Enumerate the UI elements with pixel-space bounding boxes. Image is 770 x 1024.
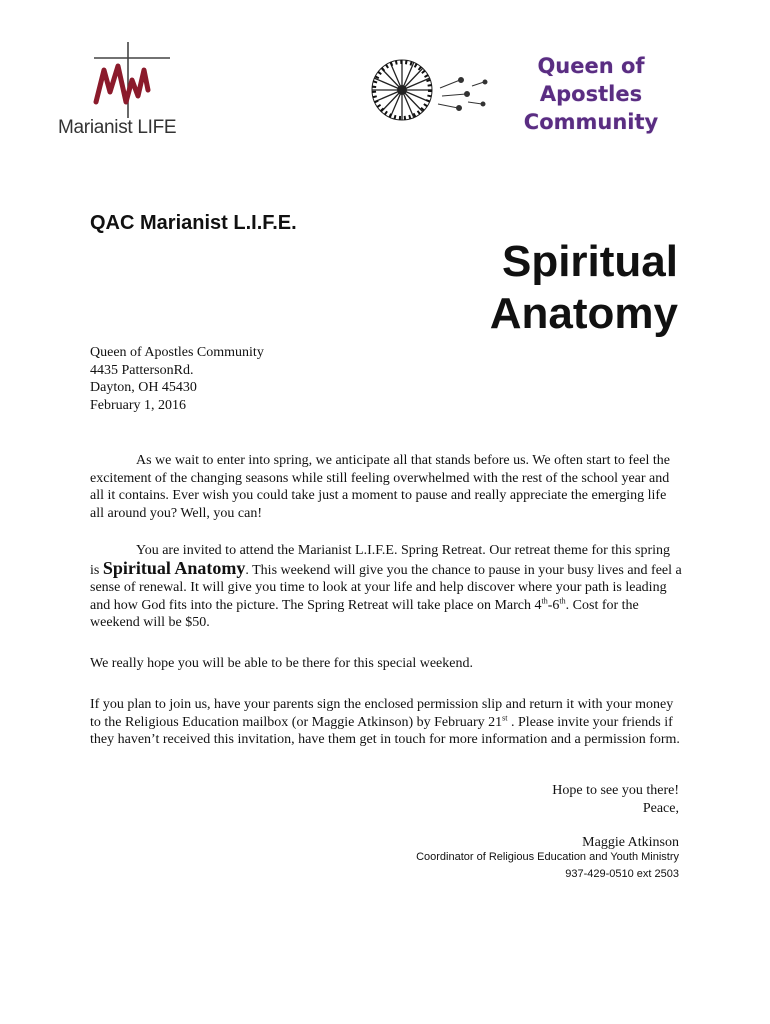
invitation-sup-2: th [559, 595, 566, 605]
instructions-sup: st [502, 712, 508, 722]
queen-of-apostles-logo [368, 50, 698, 140]
marianist-m-cross-icon [86, 40, 176, 120]
retreat-theme-inline: Spiritual Anatomy [102, 557, 246, 578]
invitation-text-d: . Cost for the weekend will be $50. [90, 597, 639, 630]
paragraph-invitation [90, 542, 682, 632]
marianist-life-text: Marianist LIFE [58, 117, 177, 138]
invitation-sup-1: th [541, 595, 548, 605]
paragraph-hope: We really hope you will be able to be there for this special weekend. [90, 656, 473, 671]
instructions-text-b: . Please invite your friends if they haven’t received this invitation, have them get in touch for more information and a permission form. [90, 714, 680, 747]
closing-line: Hope to see you there! [552, 783, 679, 798]
instructions-text-a: If you plan to join us, have your parents sign the enclosed permission slip and return it with your money to the Religious Education mailbox (or Maggie Atkinson) by February 21 [90, 697, 674, 730]
retreat-title-line2: Anatomy [489, 289, 678, 338]
address-line3: Dayton, OH 45430 [90, 380, 197, 395]
retreat-title [490, 236, 678, 340]
signer-name: Maggie Atkinson [582, 835, 679, 850]
invitation-text-c: -6 [547, 597, 560, 613]
invitation-text-b: . This weekend will give you the chance to pause in your busy lives and feel a sense of renewal. It will give you time to look at your life and help discover where your path is leading and how God fits into the picture. The Spring Retreat will take place on March 4 [90, 562, 682, 613]
community-name-line1: Queen of Apostles [537, 54, 645, 106]
address-block [90, 344, 264, 414]
address-line1: Queen of Apostles Community [90, 345, 264, 360]
signer-role: Coordinator of Religious Education and Youth Ministry [416, 851, 679, 863]
dandelion-icon [368, 50, 498, 135]
program-title: QAC Marianist L.I.F.E. [90, 212, 297, 234]
address-line2: 4435 PattersonRd. [90, 362, 194, 378]
marianist-life-logo [58, 40, 188, 140]
community-name [486, 52, 696, 136]
letter-date: February 1, 2016 [90, 397, 187, 413]
retreat-title-line1: Spiritual [501, 237, 678, 286]
signer-phone: 937-429-0510 ext 2503 [565, 868, 679, 880]
closing-peace: Peace, [642, 801, 679, 816]
paragraph-instructions [90, 696, 682, 749]
invitation-text-a: You are invited to attend the Marianist L.I.F.E. Spring Retreat. Our retreat theme for this spring is [90, 543, 671, 578]
community-name-line2: Community [523, 110, 659, 134]
paragraph-intro: As we wait to enter into spring, we anticipate all that stands before us. We often start to feel the excitement of the changing seasons while still feeling overwhelmed with the rest of the school year and all it contains. Ever wish you could take just a moment to pause and really appreciate the emerging life all around you? Well, you can! [90, 453, 670, 521]
